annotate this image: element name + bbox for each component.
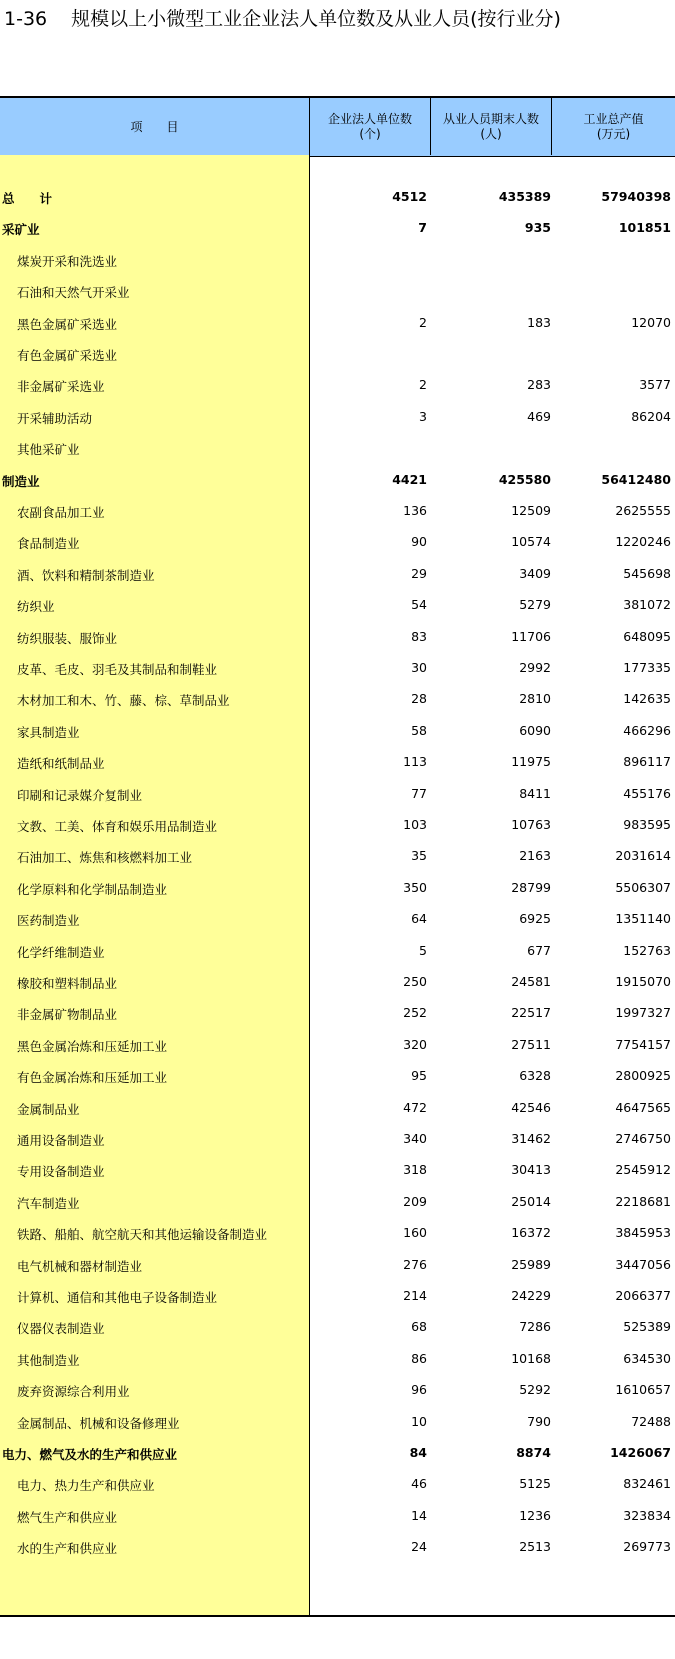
table-row bbox=[0, 684, 675, 714]
header-units-line1: 企业法人单位数 bbox=[327, 112, 412, 126]
cell-employees: 790 bbox=[527, 1413, 551, 1429]
table-row bbox=[0, 245, 675, 275]
row-label: 通用设备制造业 bbox=[17, 1133, 105, 1148]
row-label: 造纸和纸制品业 bbox=[17, 756, 105, 772]
cell-employees: 3409 bbox=[519, 565, 551, 581]
cell-employees: 8411 bbox=[519, 785, 551, 801]
cell-output: 4647565 bbox=[615, 1099, 671, 1115]
cell-output: 381072 bbox=[623, 597, 671, 613]
row-label: 制造业 bbox=[2, 473, 40, 489]
row-label: 石油加工、炼焦和核燃料加工业 bbox=[17, 850, 193, 866]
cell-employees: 6925 bbox=[519, 911, 551, 927]
cell-output: 1220246 bbox=[615, 534, 671, 550]
table-row bbox=[0, 904, 675, 934]
cell-units: 318 bbox=[403, 1162, 427, 1178]
cell-units: 54 bbox=[411, 597, 427, 613]
page-title bbox=[4, 6, 561, 32]
cell-output: 525389 bbox=[623, 1319, 671, 1335]
row-label: 纺织服装、服饰业 bbox=[17, 630, 118, 646]
table-row bbox=[0, 402, 675, 432]
cell-units: 90 bbox=[411, 534, 427, 550]
table-number: 1-36 bbox=[4, 8, 48, 30]
cell-output: 56412480 bbox=[601, 471, 671, 487]
cell-employees: 935 bbox=[524, 220, 551, 236]
cell-units: 103 bbox=[403, 817, 427, 832]
cell-units: 83 bbox=[411, 628, 427, 644]
row-label: 开采辅助活动 bbox=[17, 410, 93, 426]
table-row bbox=[0, 1312, 675, 1342]
cell-output: 269773 bbox=[623, 1539, 671, 1555]
cell-output: 12070 bbox=[631, 314, 671, 330]
cell-employees: 10763 bbox=[511, 817, 551, 832]
cell-employees: 6328 bbox=[519, 1068, 551, 1084]
cell-employees: 7286 bbox=[519, 1319, 551, 1335]
header-output bbox=[552, 98, 675, 156]
cell-output: 177335 bbox=[623, 660, 671, 675]
cell-units: 95 bbox=[411, 1068, 427, 1084]
cell-units: 4421 bbox=[392, 471, 427, 487]
cell-output: 2800925 bbox=[615, 1068, 671, 1084]
row-label: 化学纤维制造业 bbox=[17, 944, 105, 960]
cell-units: 214 bbox=[403, 1288, 427, 1303]
table-row bbox=[0, 810, 675, 840]
table-row bbox=[0, 1281, 675, 1311]
cell-employees: 5279 bbox=[519, 597, 551, 613]
table-row bbox=[0, 465, 675, 495]
cell-employees: 28799 bbox=[511, 879, 551, 895]
cell-units: 250 bbox=[403, 974, 427, 989]
table-row bbox=[0, 653, 675, 683]
cell-output: 2545912 bbox=[615, 1162, 671, 1178]
cell-units: 209 bbox=[403, 1193, 427, 1209]
cell-employees: 469 bbox=[527, 408, 551, 424]
row-label: 家具制造业 bbox=[17, 724, 80, 740]
cell-units: 28 bbox=[411, 691, 427, 707]
cell-output: 2746750 bbox=[615, 1131, 671, 1146]
table-row bbox=[0, 779, 675, 809]
cell-employees: 5125 bbox=[519, 1476, 551, 1492]
column-divider bbox=[430, 98, 431, 155]
cell-units: 340 bbox=[403, 1131, 427, 1146]
table-row bbox=[0, 433, 675, 463]
table-row bbox=[0, 1438, 675, 1468]
table-row bbox=[0, 590, 675, 620]
table-row bbox=[0, 339, 675, 369]
cell-units: 252 bbox=[403, 1005, 427, 1021]
cell-output: 2066377 bbox=[615, 1288, 671, 1303]
table-title: 规模以上小微型工业企业法人单位数及从业人员(按行业分) bbox=[71, 8, 561, 30]
cell-output: 1610657 bbox=[615, 1382, 671, 1398]
table-row bbox=[0, 370, 675, 400]
table-row bbox=[0, 559, 675, 589]
cell-employees: 27511 bbox=[511, 1036, 551, 1052]
cell-units: 320 bbox=[403, 1036, 427, 1052]
table-row bbox=[0, 841, 675, 871]
cell-output: 86204 bbox=[631, 408, 671, 424]
cell-output: 3447056 bbox=[615, 1256, 671, 1272]
cell-employees: 22517 bbox=[511, 1005, 551, 1021]
table-row bbox=[0, 622, 675, 652]
row-label: 橡胶和塑料制品业 bbox=[17, 976, 118, 991]
table-row bbox=[0, 1532, 675, 1562]
table-row bbox=[0, 1061, 675, 1091]
table-row bbox=[0, 1501, 675, 1531]
cell-output: 3845953 bbox=[615, 1225, 671, 1241]
cell-units: 14 bbox=[411, 1507, 427, 1523]
table-row bbox=[0, 1375, 675, 1405]
table-header bbox=[0, 96, 675, 157]
cell-employees: 10574 bbox=[511, 534, 551, 550]
table-row bbox=[0, 1218, 675, 1248]
cell-output: 2218681 bbox=[615, 1193, 671, 1209]
row-label: 非金属矿采选业 bbox=[17, 379, 105, 395]
row-label: 农副食品加工业 bbox=[17, 505, 105, 520]
cell-employees: 10168 bbox=[511, 1350, 551, 1366]
column-divider bbox=[551, 98, 552, 155]
cell-output: 983595 bbox=[623, 817, 671, 832]
row-label: 其他采矿业 bbox=[17, 442, 80, 458]
header-output-line2: (万元) bbox=[596, 127, 631, 141]
table-row bbox=[0, 1155, 675, 1185]
table-row bbox=[0, 1124, 675, 1154]
cell-output: 152763 bbox=[623, 942, 671, 958]
row-label: 酒、饮料和精制茶制造业 bbox=[17, 567, 155, 583]
cell-output: 832461 bbox=[623, 1476, 671, 1492]
cell-output: 1351140 bbox=[615, 911, 671, 927]
row-label: 黑色金属矿采选业 bbox=[17, 316, 118, 332]
table-row bbox=[0, 967, 675, 997]
row-label: 电气机械和器材制造业 bbox=[17, 1258, 143, 1274]
cell-units: 276 bbox=[403, 1256, 427, 1272]
row-label: 采矿业 bbox=[2, 222, 40, 238]
header-units bbox=[310, 98, 430, 156]
cell-employees: 2163 bbox=[519, 848, 551, 864]
table-row bbox=[0, 1030, 675, 1060]
header-item bbox=[0, 98, 309, 156]
cell-employees: 5292 bbox=[519, 1382, 551, 1398]
cell-units: 77 bbox=[411, 785, 427, 801]
cell-units: 84 bbox=[409, 1445, 427, 1460]
cell-output: 142635 bbox=[623, 691, 671, 707]
row-label: 皮革、毛皮、羽毛及其制品和制鞋业 bbox=[17, 662, 218, 677]
cell-units: 58 bbox=[411, 722, 427, 738]
cell-employees: 16372 bbox=[511, 1225, 551, 1241]
table-row bbox=[0, 527, 675, 557]
cell-employees: 11975 bbox=[511, 754, 551, 770]
cell-output: 1997327 bbox=[615, 1005, 671, 1021]
table-row bbox=[0, 1187, 675, 1217]
cell-employees: 24581 bbox=[511, 974, 551, 989]
table-row bbox=[0, 1407, 675, 1437]
cell-employees: 31462 bbox=[511, 1131, 551, 1146]
cell-output: 101851 bbox=[618, 220, 671, 236]
table-row bbox=[0, 936, 675, 966]
cell-output: 3577 bbox=[639, 377, 671, 393]
cell-units: 7 bbox=[418, 220, 427, 236]
cell-units: 86 bbox=[411, 1350, 427, 1366]
row-label: 计算机、通信和其他电子设备制造业 bbox=[17, 1290, 218, 1305]
cell-output: 1915070 bbox=[615, 974, 671, 989]
cell-employees: 12509 bbox=[511, 503, 551, 518]
row-label: 医药制造业 bbox=[17, 913, 80, 929]
cell-units: 2 bbox=[419, 314, 427, 330]
row-label: 石油和天然气开采业 bbox=[17, 285, 130, 301]
header-item-label: 项 目 bbox=[130, 119, 179, 134]
row-label: 金属制品、机械和设备修理业 bbox=[17, 1415, 180, 1431]
cell-units: 64 bbox=[411, 911, 427, 927]
cell-output: 72488 bbox=[631, 1413, 671, 1429]
row-label: 电力、热力生产和供应业 bbox=[17, 1478, 155, 1494]
row-label: 总 计 bbox=[2, 191, 53, 206]
cell-units: 96 bbox=[411, 1382, 427, 1398]
header-employees bbox=[431, 98, 551, 156]
cell-units: 113 bbox=[403, 754, 427, 770]
cell-output: 5506307 bbox=[615, 879, 671, 895]
cell-output: 323834 bbox=[623, 1507, 671, 1523]
row-label: 废弃资源综合利用业 bbox=[17, 1384, 130, 1400]
cell-units: 29 bbox=[411, 565, 427, 581]
cell-units: 3 bbox=[419, 408, 427, 424]
row-label: 印刷和记录媒介复制业 bbox=[17, 787, 143, 803]
row-label: 木材加工和木、竹、藤、棕、草制品业 bbox=[17, 693, 230, 709]
row-label: 非金属矿物制品业 bbox=[17, 1007, 118, 1023]
table-row bbox=[0, 213, 675, 243]
cell-employees: 42546 bbox=[511, 1099, 551, 1115]
table-row bbox=[0, 1093, 675, 1123]
cell-employees: 25014 bbox=[511, 1193, 551, 1209]
table-row bbox=[0, 873, 675, 903]
cell-units: 4512 bbox=[392, 189, 427, 204]
cell-units: 24 bbox=[411, 1539, 427, 1555]
cell-employees: 8874 bbox=[516, 1445, 551, 1460]
row-label: 燃气生产和供应业 bbox=[17, 1509, 118, 1525]
cell-employees: 435389 bbox=[498, 189, 551, 204]
cell-units: 68 bbox=[411, 1319, 427, 1335]
cell-output: 57940398 bbox=[601, 189, 671, 204]
row-label: 汽车制造业 bbox=[17, 1195, 80, 1211]
cell-output: 545698 bbox=[623, 565, 671, 581]
table-row bbox=[0, 308, 675, 338]
cell-output: 1426067 bbox=[610, 1445, 671, 1460]
cell-employees: 6090 bbox=[519, 722, 551, 738]
header-employees-line2: (人) bbox=[480, 127, 502, 141]
row-label: 食品制造业 bbox=[17, 536, 80, 552]
cell-units: 2 bbox=[419, 377, 427, 393]
row-label: 纺织业 bbox=[17, 599, 55, 615]
cell-employees: 25989 bbox=[511, 1256, 551, 1272]
cell-employees: 2992 bbox=[519, 660, 551, 675]
row-label: 煤炭开采和洗选业 bbox=[17, 253, 118, 269]
table-row bbox=[0, 716, 675, 746]
row-label: 文教、工美、体育和娱乐用品制造业 bbox=[17, 819, 218, 834]
cell-output: 648095 bbox=[623, 628, 671, 644]
header-employees-line1: 从业人员期末人数 bbox=[442, 112, 539, 126]
cell-employees: 677 bbox=[527, 942, 551, 958]
row-label: 电力、燃气及水的生产和供应业 bbox=[2, 1447, 178, 1462]
cell-output: 455176 bbox=[623, 785, 671, 801]
cell-output: 466296 bbox=[623, 722, 671, 738]
row-label: 专用设备制造业 bbox=[17, 1164, 105, 1180]
cell-employees: 425580 bbox=[498, 471, 551, 487]
cell-output: 896117 bbox=[623, 754, 671, 770]
cell-employees: 183 bbox=[527, 314, 551, 330]
table-bottom-rule bbox=[0, 1615, 675, 1617]
cell-employees: 24229 bbox=[511, 1288, 551, 1303]
cell-units: 160 bbox=[403, 1225, 427, 1241]
cell-units: 46 bbox=[411, 1476, 427, 1492]
cell-units: 10 bbox=[411, 1413, 427, 1429]
row-label: 黑色金属冶炼和压延加工业 bbox=[17, 1038, 168, 1054]
cell-output: 2031614 bbox=[615, 848, 671, 864]
row-label: 铁路、船舶、航空航天和其他运输设备制造业 bbox=[17, 1227, 268, 1243]
row-label: 水的生产和供应业 bbox=[17, 1541, 118, 1557]
row-label: 仪器仪表制造业 bbox=[17, 1321, 105, 1337]
table-row bbox=[0, 1344, 675, 1374]
header-output-line1: 工业总产值 bbox=[583, 112, 644, 126]
cell-employees: 283 bbox=[527, 377, 551, 393]
row-label: 金属制品业 bbox=[17, 1101, 80, 1117]
row-label: 化学原料和化学制品制造业 bbox=[17, 881, 168, 897]
cell-employees: 2513 bbox=[519, 1539, 551, 1555]
cell-employees: 11706 bbox=[511, 628, 551, 644]
table-row bbox=[0, 182, 675, 212]
cell-units: 472 bbox=[403, 1099, 427, 1115]
cell-units: 136 bbox=[403, 503, 427, 518]
cell-units: 5 bbox=[419, 942, 427, 958]
cell-units: 35 bbox=[411, 848, 427, 864]
header-units-line2: (个) bbox=[359, 127, 381, 141]
table-row bbox=[0, 496, 675, 526]
cell-employees: 1236 bbox=[519, 1507, 551, 1523]
row-label: 有色金属矿采选业 bbox=[17, 348, 118, 363]
cell-output: 2625555 bbox=[615, 503, 671, 518]
table-row bbox=[0, 1469, 675, 1499]
cell-output: 7754157 bbox=[615, 1036, 671, 1052]
table-row bbox=[0, 276, 675, 306]
row-label: 有色金属冶炼和压延加工业 bbox=[17, 1070, 168, 1086]
table-row bbox=[0, 998, 675, 1028]
row-label: 其他制造业 bbox=[17, 1352, 80, 1368]
table-row bbox=[0, 1250, 675, 1280]
cell-employees: 30413 bbox=[511, 1162, 551, 1178]
cell-employees: 2810 bbox=[519, 691, 551, 707]
cell-units: 30 bbox=[411, 660, 427, 675]
table-row bbox=[0, 747, 675, 777]
cell-units: 350 bbox=[403, 879, 427, 895]
cell-output: 634530 bbox=[623, 1350, 671, 1366]
